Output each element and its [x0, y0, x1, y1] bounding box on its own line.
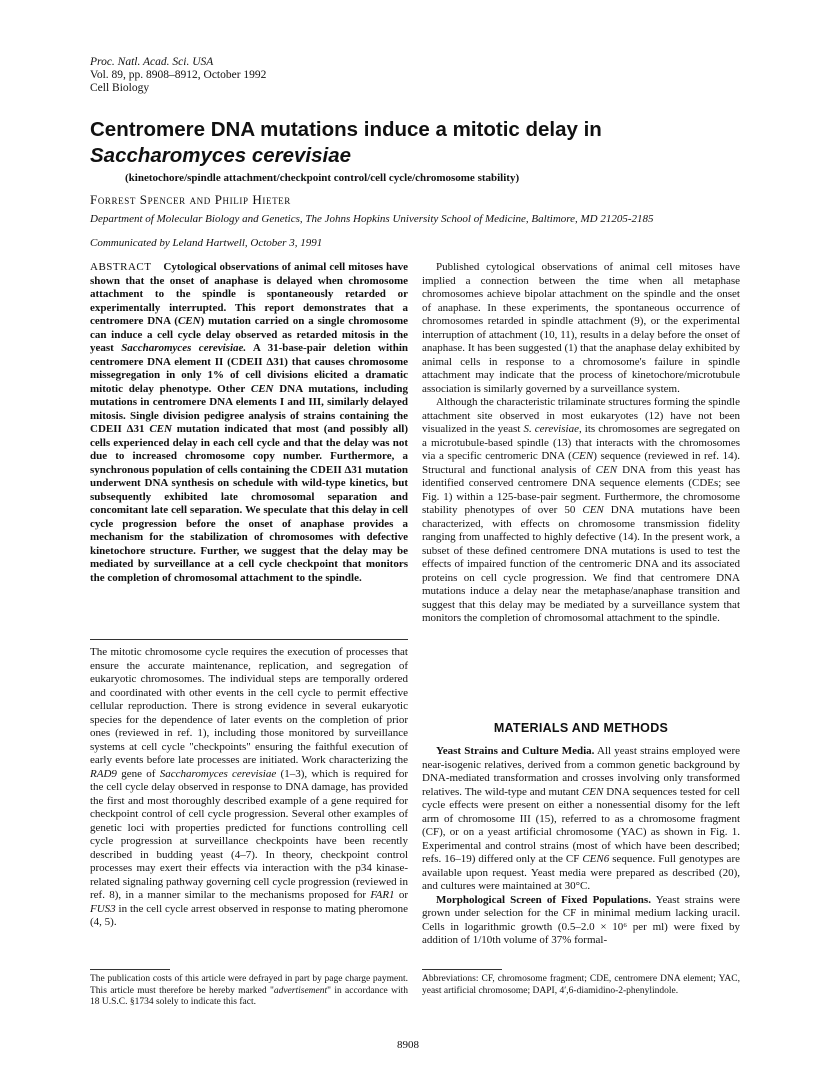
methods-column	[422, 745, 740, 948]
abbreviations-footnote: Abbreviations: CF, chromosome fragment; CDE, centromere DNA element; YAC, yeast artificial chromosome; DAPI, 4′,6-diamidino-2-phenylindole.	[422, 974, 740, 996]
term: CEN	[581, 785, 604, 798]
journal-section: Cell Biology	[90, 82, 150, 94]
affiliation: Department of Molecular Biology and Genetics, The Johns Hopkins University School of Medicine, Baltimore, MD 21205-2185	[90, 213, 654, 225]
term: CEN	[571, 450, 594, 462]
body-text: (1–3), which is required for the cell cycle delay observed in response to DNA damage, has provided the first and most thoroughly described example of a gene required for checkpoint control of cell cycle progression. Several other examples of genetic loci with properties predicted for functions controlling cell cycle progression at surveillance checkpoints have been recently described in budding yeast (4–7). In theory, checkpoint control processes may exert their effects via interaction with the p34 kinase-related signaling pathway governing cell cycle progression (reviewed in ref. 8), in a manner similar to the mechanisms proposed for	[90, 767, 409, 901]
keywords: (kinetochore/spindle attachment/checkpoint control/cell cycle/chromosome stability)	[125, 172, 520, 184]
abstract-term: CEN	[149, 423, 172, 435]
body-text: The mitotic chromosome cycle requires the execution of processes that ensure the accurate maintenance, replication, and segregation of eukaryotic chromosomes. The individual steps are temporally ordered and coordinated with other events in the cell cycle to permit effective cellular reproduction. There is strong evidence in several eukaryotic species for the dependence of later events on the completion of prior ones (reviewed in ref. 1), including those monitored by surveillance systems at cell cycle "checkpoints" ensuring the faithful execution of early events before late processes are initiated. Work characterizing the	[90, 646, 408, 766]
body-text: gene of	[116, 767, 160, 780]
page-number: 8908	[397, 1039, 419, 1051]
abstract-text: DNA mutations, including mutations in centromere DNA elements I and III, similarly delayed mitosis. Single division pedigree analysis of strains containing the CDEII Δ31	[90, 382, 408, 435]
abstract-heading: ABSTRACT	[90, 261, 152, 273]
body-text: DNA sequences tested for cell cycle effects were present on either a nonessential disomy for the left arm of chromosome III (15), referred to as a chromosome fragment (CF), or on a yeast artificial chromosome (YAC) as shown in Fig. 1. Experimental and control strains (most of which have been described; refs. 16–19) differed only at the CF	[422, 785, 740, 865]
abstract-divider	[90, 639, 408, 640]
body-text: in the cell cycle arrest observed in response to mating pheromone (4, 5).	[90, 902, 408, 928]
abstract	[90, 261, 408, 585]
section-heading-methods: MATERIALS AND METHODS	[493, 721, 669, 735]
journal-volume: Vol. 89, pp. 8908–8912, October 1992	[90, 69, 267, 81]
subsection-heading: Yeast Strains and Culture Media.	[436, 745, 595, 757]
title-main: Centromere DNA mutations induce a mitotic delay in	[90, 118, 602, 141]
abstract-text: A 31-base-pair deletion within centromere DNA element II (CDEII Δ31) that causes chromosome missegregation in only 1% of cell divisions elicited a dramatic mitotic delay phenotype. Other	[90, 342, 408, 395]
gene-name: FUS3	[90, 902, 116, 915]
authors: Forrest Spencer and Philip Hieter	[90, 192, 291, 207]
term: CEN	[595, 463, 618, 476]
body-text: Yeast strains were grown under selection for the CF in minimal medium lacking uracil. Cells in logarithmic growth (0.5–2.0 × 10⁶ per ml) were fixed by addition of 1/10th volume of 37% formal-	[422, 893, 740, 946]
gene-name: FAR1	[370, 889, 395, 901]
journal-header	[90, 56, 266, 95]
species-name: Saccharomyces cerevisiae	[159, 767, 277, 780]
body-text: DNA mutations have been characterized, with effects on chromosome transmission fidelity ranging from unaffected to highly defective (14). In the present work, a subset of these defined centromere DNA mutations is used to test the effects of impaired function of the centromeric DNA and its associated proteins on cell cycle progression. We find that centromere DNA mutations induce a delay near the metaphase/anaphase transition and suggest that this delay may be mediated by a surveillance system that monitors the completion of chromosomal attachment to the spindle.	[422, 504, 740, 624]
paper-title	[90, 117, 740, 169]
communicated-by: Communicated by Leland Hartwell, October 3, 1991	[90, 237, 323, 249]
footnote-text: " in accordance with 18 U.S.C. §1734 solely to indicate this fact.	[90, 985, 408, 1007]
journal-name: Proc. Natl. Acad. Sci. USA	[90, 56, 214, 68]
subsection-heading: Morphological Screen of Fixed Populations.	[436, 893, 651, 906]
intro-left-column	[90, 646, 408, 930]
intro-paragraph: Published cytological observations of animal cell mitoses have implied a connection between the time when all metaphase chromosomes achieve bipolar attachment on the spindle and the onset of anaphase. In these experiments, the spontaneous occurrence of chromosomes retarded in spindle attachment (9), or the experimental interruption of attachment (10, 11), results in a delay before the onset of anaphase. It has been suggested (1) that the anaphase delay exhibited by animal cells in response to a chromosome's failure in spindle attachment may indicate that the process of kinetochore/microtubule association is similarly governed by a surveillance system.	[422, 261, 740, 395]
body-text: sequence. Full genotypes are available upon request. Yeast media were prepared as described (20), and cultures were maintained at 30°C.	[422, 853, 740, 892]
body-text: Although the characteristic trilaminate structures forming the spindle attachment site observed in most eukaryotes (12) have not been visualized in the yeast	[422, 396, 740, 435]
footnote-divider	[422, 969, 502, 970]
title-organism: Saccharomyces cerevisiae	[90, 144, 352, 167]
term: CEN	[582, 504, 604, 516]
body-text: All yeast strains employed were near-isogenic relatives, derived from a common genetic background by DNA-mediated transformation and crosses involving only transformed relatives. The wild-type and mutant	[422, 745, 740, 798]
gene-name: RAD9	[90, 767, 117, 780]
intro-paragraph	[90, 646, 408, 930]
abstract-text: ) mutation carried on a single chromosome can induce a cell cycle delay observed as retarded mitosis in the yeast	[90, 315, 408, 354]
methods-paragraph	[422, 894, 740, 948]
body-text: or	[394, 889, 408, 901]
abstract-term: CEN	[177, 315, 201, 327]
species-name: S. cerevisiae	[523, 423, 579, 435]
footnote-divider	[90, 969, 170, 970]
abstract-text: mutation indicated that most (and possibly all) cells experienced delay in each cell cycle and that the delay was not due to increased chromosome copy number. Furthermore, a synchronous population of cells containing the CDEII Δ31 mutation underwent DNA synthesis on schedule with wild-type kinetics, but subsequently exhibited late chromosomal separation and concomitant late cell separation. We speculate that this delay in cell cycle progression before the onset of anaphase provides a mechanism for the stabilization of chromosomes with defective kinetochore structure. Further, we suggest that the delay may be mediated by surveillance at a cell cycle checkpoint that monitors the completion of chromosomal attachment to the spindle.	[90, 423, 408, 584]
intro-paragraph	[422, 396, 740, 626]
footnote-text: The publication costs of this article were defrayed in part by page charge payment. This article must therefore be hereby marked "	[90, 974, 408, 996]
abstract-term: CEN	[250, 382, 274, 395]
body-text: ) sequence (reviewed in ref. 14). Structural and functional analysis of	[422, 450, 740, 476]
abstract-species: Saccharomyces cerevisiae.	[121, 342, 247, 354]
publication-cost-footnote	[90, 974, 408, 1009]
abstract-text: Cytological observations of animal cell mitoses have shown that the onset of anaphase is delayed when chromosome attachment to the spindle is spontaneously retarded or experimentally interrupted. This report demonstrates that a centromere DNA (	[90, 261, 409, 327]
intro-right-column	[422, 261, 740, 626]
body-text: DNA from this yeast has identified conserved centromere DNA sequence elements (CDEs; see Fig. 1) within a 125-base-pair segment. Furthermore, the chromosome stability phenotypes of over 50	[422, 463, 740, 516]
methods-paragraph	[422, 745, 740, 894]
term: CEN6	[582, 853, 610, 865]
body-text: , its chromosomes are segregated on a microtubule-based spindle (13) that interacts with the chromosomes via a specific centromeric DNA (	[422, 423, 740, 462]
footnote-term: advertisement	[273, 985, 328, 996]
